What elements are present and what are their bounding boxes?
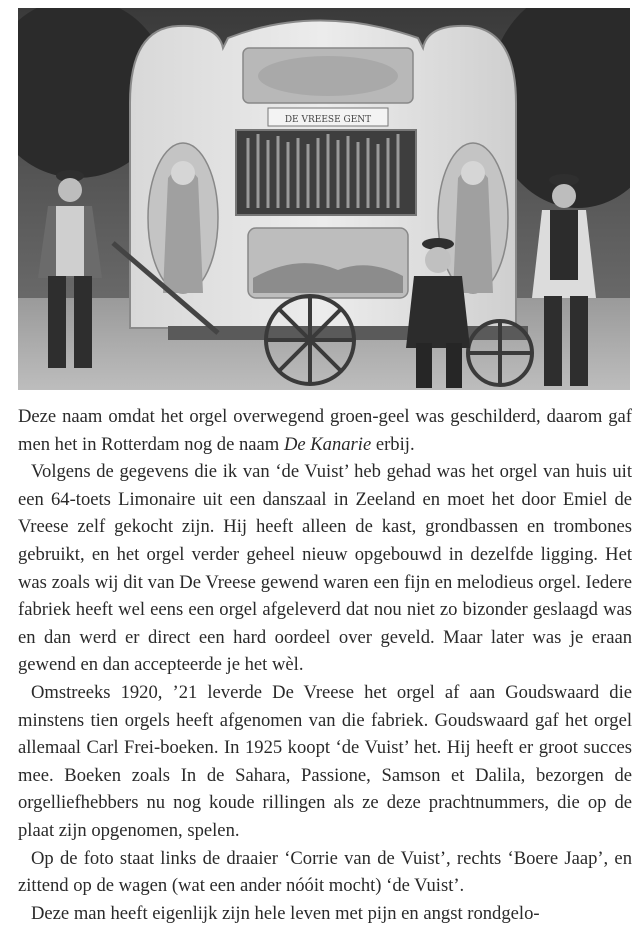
street-organ-photo [18, 8, 630, 390]
paragraph-1-text: Deze naam omdat het orgel overwegend groen-geel was geschilderd, daarom gaf men het in Rotterdam nog de naam [18, 406, 632, 455]
paragraph-5: Deze man heeft eigenlijk zijn hele leven met pijn en angst rondgelo- [31, 902, 540, 924]
paragraph-4: Op de foto staat links de draaier ‘Corrie van de Vuist’, rechts ‘Boere Jaap’, en zittend op de wagen (wat een ander nóóit mocht) ‘de Vuist’. [18, 847, 632, 897]
paragraph-1-end: erbij. [371, 433, 415, 455]
article-body [18, 403, 632, 927]
paragraph-1-italic: De Kanarie [283, 433, 372, 455]
wagon-wheel-right [468, 321, 532, 385]
paragraph-3: Omstreeks 1920, ’21 leverde De Vreese het orgel af aan Goudswaard die minstens tien orgels heeft afgenomen van die fabriek. Goudswaard gaf het orgel allemaal Carl Frei-boeken. In 1925 koopt ‘de Vuist’ het. Hij heeft er groot succes mee. Boeken zoals In de Sahara, Passione, Samson et Dalila, bezorgen de orgelliefhebbers nu nog koude rillingen als ze deze prachtnummers, die op de plaat zijn opgenomen, spelen. [18, 681, 632, 841]
paragraph-2: Volgens de gegevens die ik van ‘de Vuist’ heb gehad was het orgel van huis uit een 64-toets Limonaire uit een danszaal in Zeeland en moet het door Emiel de Vreese zelf gekocht zijn. Hij heeft alleen de kast, grondbassen en trombones gebruikt, en het orgel verder geheel nieuw opgebouwd in dezelfde ligging. Het was zoals wij dit van De Vreese gewend waren een fijn en melodieus orgel. Iedere fabriek heeft wel eens een orgel afgeleverd dat nou niet zo bizonder geslaagd was en dan werd er direct een hard oordeel over geveld. Maar later was je eraan gewend en dan accepteerde je het wèl. [18, 461, 632, 676]
organ-photo-illustration [18, 8, 630, 390]
wagon-wheel-left [266, 296, 354, 384]
organ-sign-text: DE VREESE GENT [284, 115, 372, 125]
paragraph-1 [18, 403, 632, 458]
